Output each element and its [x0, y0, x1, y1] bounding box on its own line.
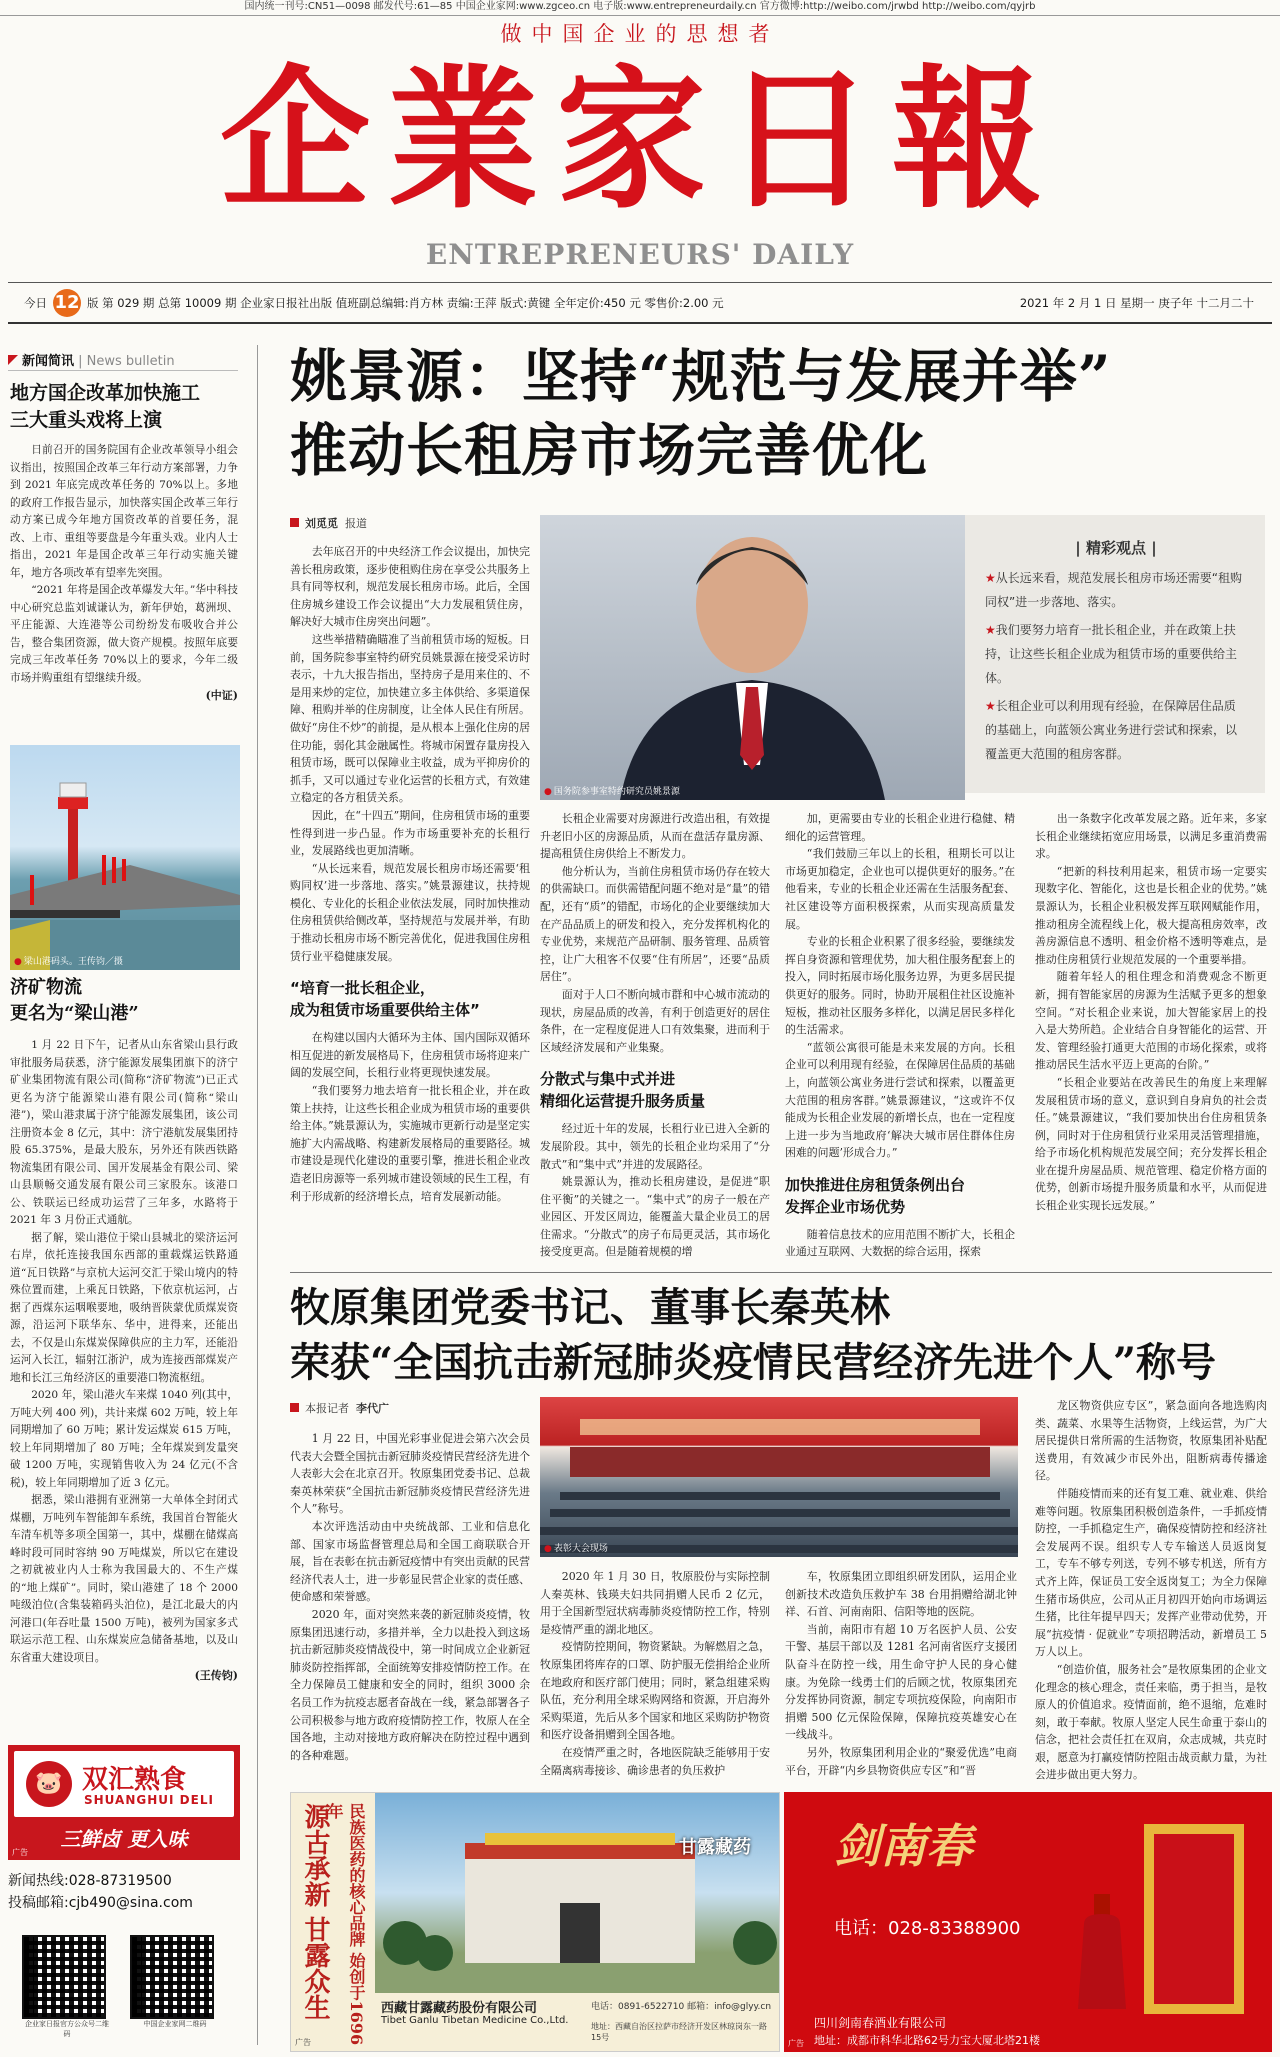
- story2-column-1: 1 月 22 日，中国光彩事业促进会第六次会员代表大会暨全国抗击新冠肺炎疫情民营经济先进个人表彰大会在北京召开。牧原集团党委书记、总裁秦英林荣获“全国抗击新冠肺炎疫情民营经济先进个人”称号。 本次评选活动由中央统战部、工业和信息化部、国家市场监督管理总局和全国工商联联合开展，旨在表彰在抗击新冠疫情中有突出贡献的民营经济代表人士，进一步彰显民营企业家的责任感、使命感和荣誉感。 2020 年，面对突然来袭的新冠肺炎疫情，牧原集团迅速行动，多措并举，全力以赴投入到这场抗击新冠肺炎疫情战役中，第一时间成立企业新冠肺炎防控指挥部，全面统筹安排疫情防控工作。在全力保障员工健康和安全的同时，组织 3000 余名员工作为抗疫志愿者奋战在一线，紧急部署各子公司积极参与地方政府疫情防控工作，牧原人在全国各地，主动对接地方政府解决在防控过程中遇到的各种难题。: [290, 1432, 530, 1762]
- masthead-english: ENTREPRENEURS' DAILY: [425, 238, 855, 271]
- page-count-badge: 12: [53, 289, 81, 317]
- story1-column-3: 加，更需要由专业的长租企业进行稳健、精细化的运营管理。 “我们鼓励三年以上的长租，租期长可以让市场更加稳定，企业也可以提供更好的服务。”在他看来，专业的长租企业还需在生活服务配套、社区建设等方面积极探索，从而实现高质量发展。 专业的长租企业积累了很多经验，要继续发挥自身资源和管理优势，加大租住服务配套上的投入，同时拓展市场化服务边界，为更多居民提供更好的服务。同时，协助开展租住社区设施补短板，推动社区服务多样化，以满足居民多样化的生活需求。 “蓝领公寓很可能是未来发展的方向。长租企业可以利用现有经验，在保障居住品质的基础上，向蓝领公寓业务进行尝试和探索，以覆盖更大范围的租房客群。”姚景源建议，“这或许不仅能成为长租企业发展的新增长点，也在一定程度上进一步为当地政府‘解决大城市居住群体住房困难的问题’形成合力。” 加快推进住房租赁条例出台 发挥企业市场优势 随着信息技术的应用范围不断扩大，长租企业通过互联网、大数据的综合运用，探索: [785, 812, 1015, 1259]
- portrait-illustration: [540, 515, 965, 800]
- brief-paragraph: 据了解，梁山港位于梁山县城北的梁济运河右岸，依托连接我国东西部的重载煤运铁路通道“瓦日铁路”与京杭大运河交汇于梁山境内的特殊位置而建，上乘瓦日铁路，下依京杭运河，占据了西煤东运咽喉要地，吸纳晋陕蒙优质煤炭资源，沿运河下联华东、华中，进得来，还能出去，不仅是山东煤炭保障供应的主力军，还能沿运河入长江，辐射江浙沪，成为连接西部煤炭产地和长江三角经济区的重要港口物流枢纽。: [10, 1231, 238, 1384]
- star-icon: ★: [985, 699, 996, 713]
- brief-paragraph: 1 月 22 日下午，记者从山东省梁山县行政审批服务局获悉，济宁能源发展集团旗下的济宁矿业集团物流有限公司(简称“济矿物流”)已正式更名为济宁能源梁山港有限公司(简称“梁山港”)，梁山港隶属于济宁能源发展集团，该公司注册资本金 8 亿元，其中：济宁港航发展集团持股 65.375%，是最大股东，另外还有陕西铁路物流集团有限公司、国开发展基金有限公司、梁山县顺畅交通发展有限公司三家股东。该港口公、铁联运已经成功运营了三年多，水路将于 2021 年 3 月份正式通航。: [10, 1039, 238, 1226]
- qr-code-icon: [22, 1935, 106, 2019]
- star-icon: ★: [985, 571, 996, 585]
- ad-jiannanchun[interactable]: [784, 1792, 1272, 2052]
- highlight-item: ★从长远来看，规范发展长租房市场还需要“租购同权”进一步落地、落实。: [985, 571, 1242, 609]
- ad-company: 西藏甘露藏药股份有限公司: [381, 2001, 538, 2016]
- story1-column-1: 去年底召开的中央经济工作会议提出，加快完善长租房政策，逐步使租购住房在享受公共服务上具有同等权利，规范发展长租房市场。此后，全国住房城乡建设工作会议提出“大力发展租赁住房，解决好大城市住房突出问题”。 这些举措精确瞄准了当前租赁市场的短板。日前，国务院参事室特约研究员姚景源在接受采访时表示，十九大报告指出，坚持房子是用来住的、不是用来炒的定位，加快建立多主体供给、多渠道保障、租购并举的住房制度，让全体人民住有所居。做好“房住不炒”的前提，是从根本上强化住房的居住功能，弱化其金融属性。将城市闲置存量房投入租赁市场，既可以保障业主收益，成为平抑房价的抓手，又可以通过专业化运营的长租方式，有效建立稳定的各方租赁关系。 因此，在“十四五”期间，住房租赁市场的重要性得到进一步凸显。作为市场重要补充的长租行业，发展路线也更加清晰。 “从长远来看，规范发展长租房市场还需要‘租购同权’进一步落地、落实。”姚景源建议，扶持规模化、专业化的长租企业依法发展，同时加快推动住房租赁供给侧改革，坚持规范与发展并举，有助于推动长租房市场不断完善优化，促进我国住房租赁行业平稳健康发展。 “培育一批长租企业， 成为租赁市场重要供给主体” 在构建以国内大循环为主体、国内国际双循环相互促进的新发展格局下，住房租赁市场将迎来广阔的发展空间，长租行业将更现快速发展。 “我们要努力地去培育一批长租企业，并在政策上扶持，让这些长租企业成为租赁市场的重要供给主体。”姚景源认为，实施城市更新行动是坚定实施扩大内需战略、构建新发展格局的重要路径。城市建设是现代化建设的重要引擎，推进长租企业改造老旧房源等一系列城市建设领域的民生工程，有利于形成新的经济增长点，培育发展新动能。: [290, 545, 530, 1203]
- brief-liangshan-port: [10, 975, 238, 1683]
- ad-company-en: Tibet Ganlu Tibetan Medicine Co.,Ltd.: [381, 2015, 569, 2026]
- brief-title: 济矿物流 更名为“梁山港”: [10, 977, 139, 1024]
- highlights-title: | 精彩观点 |: [1075, 539, 1157, 557]
- column-divider: [257, 345, 258, 2045]
- story2-column-3: 车，牧原集团立即组织研发团队，运用企业创新技术改造负压救护车 38 台用捐赠给湖北钟祥、石首、河南南阳、信阳等地的医院。 当前，南阳市有超 10 万名医护人员、公安干警、基层干部以及 1281 名河南省医疗支援团队奋斗在防控一线，用生命守护人民的身心健康。为免除一线勇士们的后顾之忧，牧原集团充分发挥协同资源，制定专项抗疫保险，向南阳市捐赠 500 亿元保险保障，保障抗疫英雄安心在一线战斗。 另外，牧原集团利用企业的“聚爱优选”电商平台，开辟“内乡县物资供应专区”和“晋: [785, 1570, 1017, 1777]
- ad-shuanghui-logo-box: [14, 1751, 234, 1817]
- story1-subhead: 分散式与集中式并进 精细化运营提升服务质量: [540, 1070, 706, 1111]
- ad-tag: 广告: [788, 2039, 804, 2048]
- brief-title: 地方国企改革加快施工 三大重头戏将上演: [10, 382, 201, 431]
- ad-address: 地址：西藏自治区拉萨市经济开发区林琼岗东一路15号: [591, 2022, 767, 2042]
- qr-website[interactable]: [130, 1935, 220, 2029]
- ad-address: 地址：成都市科华北路62号力宝大厦北塔21楼: [814, 2034, 1040, 2047]
- star-icon: ★: [985, 623, 996, 637]
- story1-subhead: “培育一批长租企业， 成为租赁市场重要供给主体”: [290, 979, 480, 1020]
- ad-brand: 剑南春: [834, 1819, 972, 1873]
- qr-code-icon: [130, 1935, 214, 2019]
- contact-block: [8, 1870, 240, 1914]
- story1-portrait-photo: [540, 515, 965, 800]
- story1-column-4: 出一条数字化改革发展之路。近年来，多家长租企业继续拓宽应用场景，以满足多重消费需求。 “把新的科技利用起来，租赁市场一定要实现数字化、智能化，这也是长租企业的优势。”姚景源认为，长租企业积极发挥互联网赋能作用，推动租房全流程线上化，极大提高租房效率，改善房源信息不透明、租金价格不透明等难点，是推动住房租赁行业规范发展的一个重要举措。 随着年轻人的租住理念和消费观念不断更新，拥有智能家居的房源为生活赋予更多的想象空间。“对长租企业来说，加大智能家居上的投入是大势所趋。企业结合自身智能化的运营、开发、管理经验打通更大范围的市场化探索，或将推动居民生活水平迈上更高的台阶。” “长租企业要站在改善民生的角度上来理解发展租赁市场的意义，意识到自身肩负的社会责任。”姚景源建议，“我们要加快出台住房租赁条例，同时对于住房租赁行业采用灵活管理措施，给予市场化机构规范发展空间；充分发挥长租企业在提升房屋品质、规范管理、稳定价格方面的优势，创新市场提升服务质量和水平，从而促进长租企业实现长远发展。”: [1035, 812, 1267, 1213]
- story1-subhead: 加快推进住房租赁条例出台 发挥企业市场优势: [785, 1175, 966, 1216]
- story2-byline: 本报记者 李代广: [290, 1400, 389, 1416]
- story1-headline: 姚景源：坚持“规范与发展并举” 推动长租房市场完善优化: [290, 343, 1112, 484]
- ad-brand: 甘露藏药: [679, 1837, 751, 1858]
- ad-vertical-slogan: 源古承新 甘露众生: [300, 1803, 330, 2021]
- story1-highlights: [965, 515, 1265, 793]
- section-rule: [8, 370, 238, 371]
- ad-ganlu[interactable]: [290, 1792, 780, 2052]
- story2-meeting-photo: [540, 1397, 1018, 1557]
- qr-caption: 中国企业家网二维码: [143, 2020, 207, 2028]
- story1-column-2: 长租企业需要对房源进行改造出租，有效提升老旧小区的房源品质，从而在盘活存量房源、提高租赁住房供给上不断发力。 他分析认为，当前住房租赁市场仍存在较大的供需缺口。而供需错配问题不绝对是“量”的错配，还有“质”的错配，市场化的企业要继续加大在产品品质上的研发和投入，充分发挥机构化的专业优势，来规范产品研制、服务管理、品质管控，让广大租客不仅要“住有所居”，还要“品质居住”。 面对于人口不断向城市群和中心城市流动的现状，房屋品质的改善，有利于创造更好的居住条件，在一定程度促进人口有效集聚，进而利于区域经济发展和产业集聚。 分散式与集中式并进 精细化运营提升服务质量 经过近十年的发展，长租行业已进入全新的发展阶段。其中，领先的长租企业均采用了“分散式”和“集中式”并进的发展路径。 姚景源认为，推动长租房建设，是促进“职住平衡”的关键之一。“集中式”的房子一般在产业园区、开发区周边，能覆盖大量企业员工的居住需求。“分散式”的房子布局更灵活，其市场化接受度更高。但是随着规模的增: [540, 812, 770, 1259]
- ad-brand-en: SHUANGHUI DELI: [84, 1793, 214, 1807]
- meeting-illustration: [540, 1397, 1018, 1557]
- brief-source: (中证): [205, 689, 238, 702]
- brief-paragraph: 日前召开的国务院国有企业改革领导小组会议指出，按照国企改革三年行动方案部署，力争到 2021 年底完成改革任务的 70%以上。多地的政府工作报告显示，加快落实国企改革三年行动方案已成今年地方国资改革的首要任务，混改、上市、重组等要盘是今年重头戏。业内人士指出，2021 年是国企改革三年行动实施关键年，地方各项改革有望率先突围。: [10, 444, 238, 579]
- brief-paragraph: “2021 年将是国企改革爆发大年。”华中科技中心研究总监刘诚谦认为，新年伊始，葛洲坝、平庄能源、大连港等公司纷纷发布吸收合并公告，整合集团资源，做大资产规模。按照年底要完成三年改革任务 70%以上的要求，今年二级市场并购重组有望继续升级。: [10, 584, 238, 684]
- masthead-title: 企業家日報: [219, 50, 1060, 230]
- building-illustration: [375, 1793, 780, 1993]
- section-divider: [290, 1272, 1272, 1273]
- port-photo-illustration: [10, 745, 240, 970]
- ad-company: 四川剑南春酒业有限公司: [814, 2016, 947, 2030]
- highlight-item: ★长租企业可以利用现有经验，在保障居住品质的基础上，向蓝领公寓业务进行尝试和探索，以覆盖更大范围的租房客群。: [985, 699, 1238, 761]
- liquor-bottle-illustration: [1074, 1804, 1264, 2014]
- issue-details: 版 第 029 期 总第 10009 期 企业家日报社出版 值班副总编辑:肖方林 责编:王萍 版式:黄键 全年定价:450 元 零售价:2.00 元: [87, 295, 724, 310]
- ad-slogan: 三鲜卤 更入味: [60, 1827, 188, 1851]
- ad-brand: 双汇熟食: [82, 1765, 187, 1795]
- ad-tag: 广告: [295, 2038, 311, 2047]
- story2-column-2: 2020 年 1 月 30 日，牧原股份与实际控制人秦英林、钱瑛夫妇共同捐赠人民币 2 亿元，用于全国新型冠状病毒肺炎疫情防控工作，特别是疫情严重的湖北地区。 疫情防控期间，物资紧缺。为解燃眉之急，牧原集团将库存的口罩、防护服无偿捐给企业所在地政府和医疗部门使用；同时，紧急组建采购队伍，充分利用全球采购网络和资源，开启海外采购渠道，先后从多个国家和地区采购防护物资和医疗设备捐赠到全国各地。 在疫情严重之时，各地医院缺乏能够用于安全隔离病毒接诊、确诊患者的负压救护: [540, 1570, 770, 1777]
- ad-phone: 电话：028-83388900: [834, 1918, 1021, 1939]
- news-bulletin-label: 新闻简讯 | News bulletin: [8, 350, 175, 369]
- story1-byline: 刘觅觅 报道: [290, 515, 367, 531]
- flag-icon: [8, 355, 18, 365]
- highlight-item: ★我们要努力培育一批长租企业，并在政策上扶持，让这些长租企业成为租赁市场的重要供给主体。: [985, 623, 1238, 685]
- issue-bar: [8, 282, 1272, 324]
- qr-official[interactable]: [22, 1935, 112, 2039]
- pig-logo-icon: 🐷: [26, 1761, 72, 1807]
- qr-caption: 企业家日报官方公众号二维码: [25, 2020, 109, 2038]
- port-photo: [10, 745, 240, 970]
- brief-paragraph: 据悉，梁山港拥有亚洲第一大单体全封闭式煤棚，万吨列车智能卸车系统，我国首台智能火车清车机等多项全国第一，其中，煤棚在储煤高峰时段可同时容纳 90 万吨煤炭，所以它在建设之初就被业内人士称为我国最大的、不生产煤的“地上煤矿”。同时，梁山港建了 18 个 2000 吨级泊位(含集装箱码头泊位)，是江北最大的内河港口(年吞吐量 1500 万吨)，被列为国家多式联运示范工程、山东煤炭应急储备基地，以及山东省重大建设项目。: [10, 1494, 238, 1664]
- photo-caption: ● 梁山港码头。王传钧／摄: [14, 954, 123, 967]
- ad-shuanghui[interactable]: [8, 1745, 240, 1860]
- ad-vertical-subtitle: 民族医药的核心品牌 始创于1696年: [325, 1803, 366, 2046]
- masthead-slogan: 做中国企业的思想者: [500, 22, 780, 46]
- ad-tag: 广告: [12, 1848, 28, 1857]
- news-hotline: 新闻热线:028-87319500: [8, 1873, 172, 1889]
- top-info-line: 国内统一刊号:CN51—0098 邮发代号:61—85 中国企业家网:www.zgceo.cn 电子版:www.entrepreneurdaily.cn 官方微博:http://weibo.com/jrwbd http://weibo.com/qyjrb: [244, 1, 1036, 12]
- photo-caption: ● 国务院参事室特约研究员姚景源: [544, 784, 680, 797]
- today-label: 今日: [24, 295, 47, 310]
- story2-column-4: 龙区物资供应专区”，紧急面向各地选购肉类、蔬菜、水果等生活物资，上线运营，为广大居民提供日常所需的生活物资，牧原集团补贴配送费用，有效减少市民外出，阻断病毒传播途径。 伴随疫情而来的还有复工难、就业难、供给难等问题。牧原集团积极创造条件，一手抓疫情防控，一手抓稳定生产，确保疫情防控和经济社会发展两不误。组织专人专车输送人员返岗复工，专车不够专列送，专列不够专机送，所有方式齐上阵，保证员工安全返岗复工；为全力保障生猪市场供应，公司从正月初四开始向市场调运生猪，比往年提早四天；发挥产业带动优势，开展“抗疫情 · 促就业”专项招聘活动，新增员工 5 万人以上。 “创造价值，服务社会”是牧原集团的企业文化理念的核心理念，责任来临，勇于担当，是牧原人的价值追求。疫情面前，绝不退缩，危难时刻，敢于奉献。牧原人坚定人民生命重于泰山的信念，把社会责任扛在双肩，众志成城，共克时艰，愿意为打赢疫情防控阻击战贡献力量，为社会进步做出更大努力。: [1035, 1399, 1267, 1782]
- brief-local-soe: [10, 380, 238, 703]
- brief-source: (王传钧): [194, 1669, 238, 1682]
- square-bullet-icon: [290, 1403, 299, 1412]
- photo-caption: ● 表彰大会现场: [544, 1541, 608, 1554]
- top-rule: [0, 15, 1280, 16]
- square-bullet-icon: [290, 518, 299, 527]
- brief-paragraph: 2020 年，梁山港火车来煤 1040 列(其中，万吨大列 400 列)，共计来煤 602 万吨，较上年同期增加了 60 万吨；累计发运煤炭 615 万吨，较上年同期增加了 80 万吨；全年煤炭到发量突破 1200 万吨，实现销售收入为 24 亿元(不含税)，较上年同期增加了近 3 亿元。: [10, 1389, 238, 1489]
- issue-date: 2021 年 2 月 1 日 星期一 庚子年 十二月二十: [1019, 295, 1254, 310]
- story2-headline: 牧原集团党委书记、董事长秦英林 荣获“全国抗击新冠肺炎疫情民营经济先进个人”称号: [290, 1284, 1217, 1386]
- ad-phone: 电话：0891-6522710 邮箱：info@glyy.cn: [591, 2002, 772, 2012]
- submission-email[interactable]: 投稿邮箱:cjb490@sina.com: [8, 1895, 193, 1911]
- ad-building-photo: [375, 1793, 780, 1993]
